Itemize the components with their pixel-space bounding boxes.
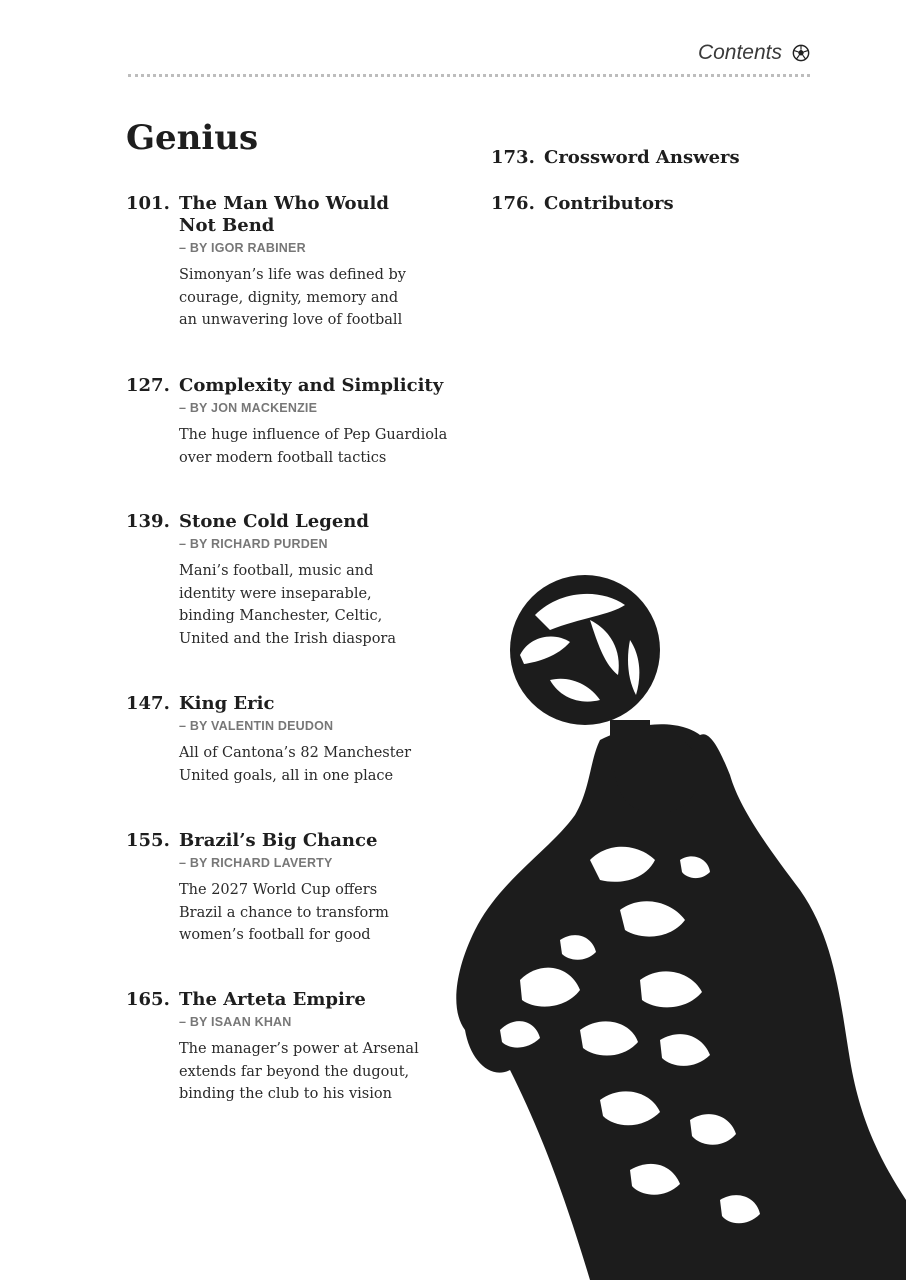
page-number: 176. xyxy=(491,193,535,214)
article-description xyxy=(179,560,466,651)
description-line: binding the club to his vision xyxy=(179,1086,392,1103)
article-byline: – BY VALENTIN DEUDON xyxy=(179,719,334,733)
description-line: an unwavering love of football xyxy=(179,312,403,329)
description-line: over modern football tactics xyxy=(179,449,387,466)
page-number: 147. xyxy=(126,693,170,714)
article-byline: – BY JON MACKENZIE xyxy=(179,401,318,415)
description-line: extends far beyond the dugout, xyxy=(179,1063,410,1080)
article-description xyxy=(179,424,466,469)
football-icon xyxy=(792,44,810,62)
toc-entry[interactable] xyxy=(126,375,466,469)
page-number: 127. xyxy=(126,375,170,396)
description-line: courage, dignity, memory and xyxy=(179,289,399,306)
article-title: Brazil’s Big Chance xyxy=(179,830,378,851)
section-title: Genius xyxy=(126,118,259,158)
description-line: The huge influence of Pep Guardiola xyxy=(179,427,448,443)
article-title: Not Bend xyxy=(179,215,275,236)
description-line: All of Cantona’s 82 Manchester xyxy=(179,745,412,761)
description-line: United goals, all in one place xyxy=(179,767,394,784)
article-title: Crossword Answers xyxy=(544,147,740,168)
description-line: binding Manchester, Celtic, xyxy=(179,608,383,625)
page-header xyxy=(128,38,810,77)
description-line: women’s football for good xyxy=(179,927,371,944)
article-description xyxy=(179,879,466,947)
article-title: Complexity and Simplicity xyxy=(179,375,444,396)
description-line: Simonyan’s life was defined by xyxy=(179,267,406,283)
page-number: 139. xyxy=(126,511,170,532)
article-description xyxy=(179,264,466,332)
article-title: Stone Cold Legend xyxy=(179,511,369,532)
toc-entry[interactable] xyxy=(126,830,466,947)
article-byline: – BY IGOR RABINER xyxy=(179,241,306,255)
description-line: The manager’s power at Arsenal xyxy=(179,1041,419,1057)
article-title: The Arteta Empire xyxy=(179,989,366,1010)
description-line: identity were inseparable, xyxy=(179,585,372,602)
header-title: Contents xyxy=(697,41,782,64)
article-byline: – BY ISAAN KHAN xyxy=(179,1015,292,1029)
description-line: Brazil a chance to transform xyxy=(179,904,389,921)
article-title: King Eric xyxy=(179,693,275,714)
toc-entry-contributors[interactable] xyxy=(491,193,674,215)
toc-entry[interactable] xyxy=(126,511,466,651)
article-title: The Man Who Would xyxy=(179,193,389,214)
description-line: The 2027 World Cup offers xyxy=(179,882,378,898)
page-number: 155. xyxy=(126,830,170,851)
article-description xyxy=(179,742,466,787)
description-line: United and the Irish diaspora xyxy=(179,631,397,648)
page-number: 173. xyxy=(491,147,535,168)
page-number: 165. xyxy=(126,989,170,1010)
article-byline: – BY RICHARD LAVERTY xyxy=(179,856,333,870)
article-description xyxy=(179,1038,466,1106)
toc-entry-crossword-answers[interactable] xyxy=(491,147,740,169)
article-byline: – BY RICHARD PURDEN xyxy=(179,537,328,551)
bear-with-football-illustration xyxy=(440,560,906,1280)
description-line: Mani’s football, music and xyxy=(179,563,374,579)
article-title: Contributors xyxy=(544,193,674,214)
toc-entry[interactable] xyxy=(126,693,466,787)
toc-entry[interactable] xyxy=(126,193,466,332)
toc-entry[interactable] xyxy=(126,989,466,1106)
page-number: 101. xyxy=(126,193,170,214)
